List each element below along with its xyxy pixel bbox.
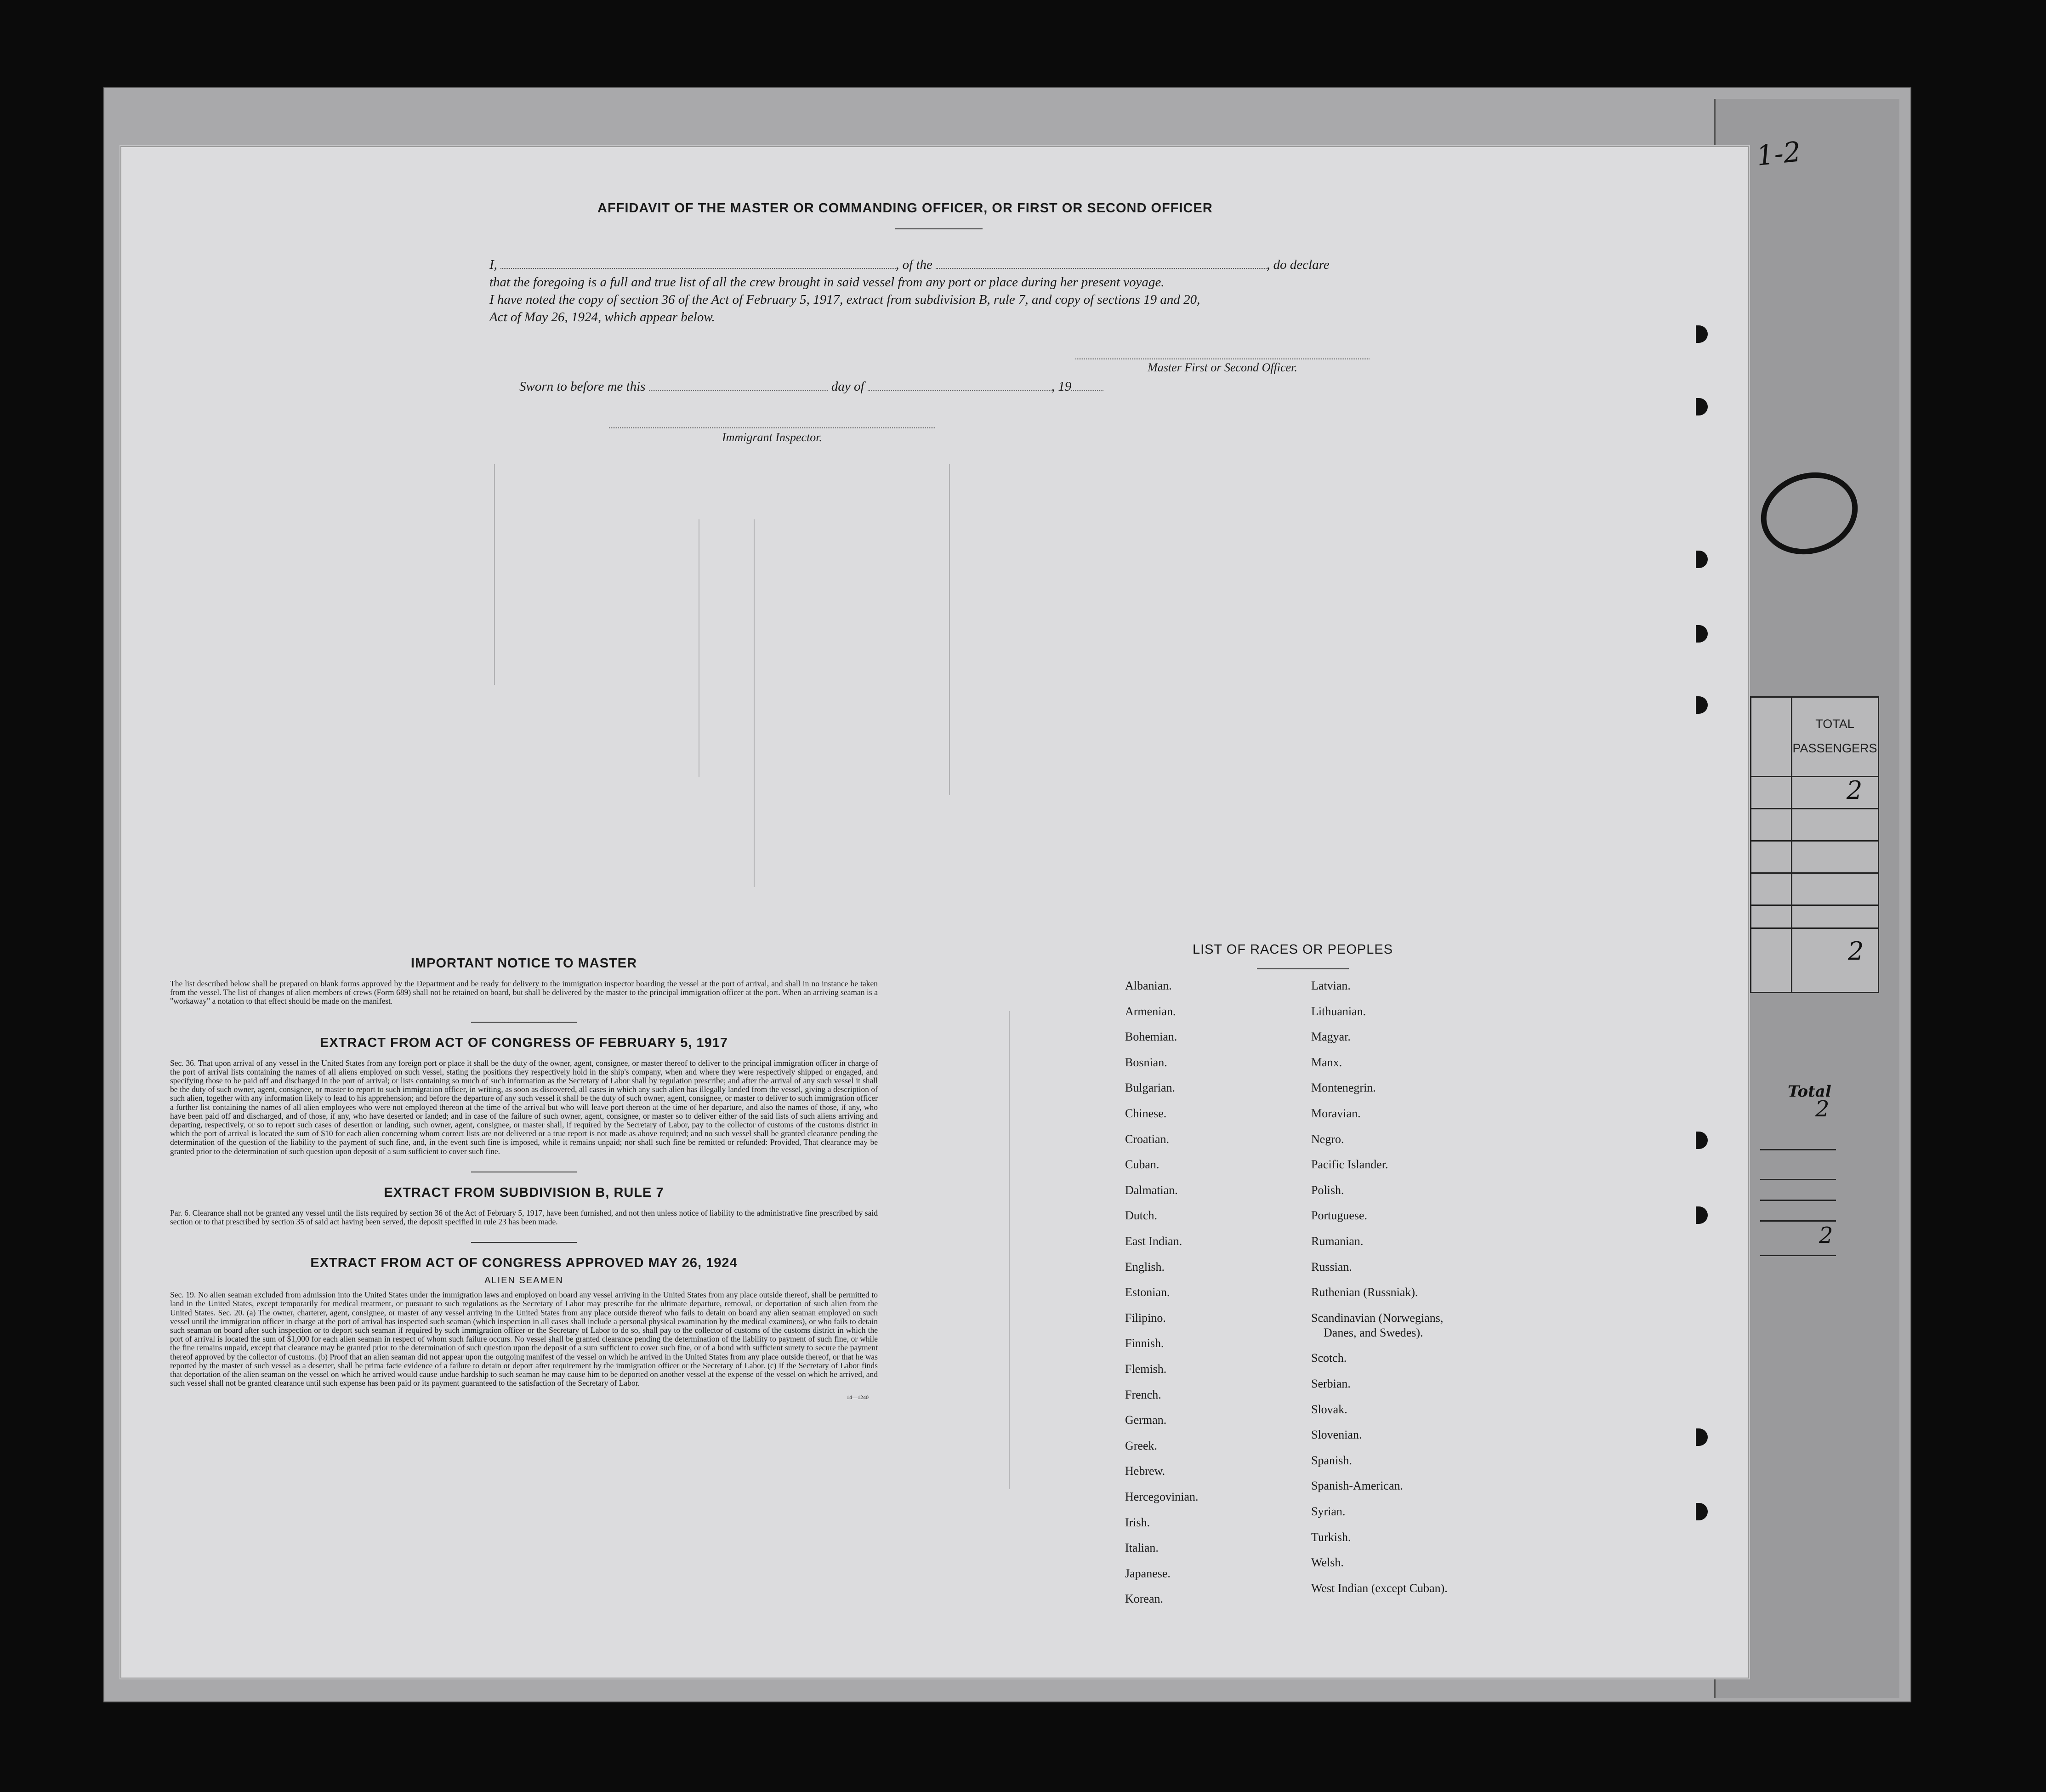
total-passengers-tally bbox=[1750, 696, 1879, 993]
total-line bbox=[1760, 1220, 1836, 1222]
sworn-statement bbox=[519, 379, 1103, 394]
oath-line3: Act of May 26, 1924, which appear below. bbox=[489, 310, 715, 324]
sworn-year-field[interactable] bbox=[1071, 380, 1103, 391]
extract3-title: EXTRACT FROM ACT OF CONGRESS APPROVED MAY 26, 1924 bbox=[310, 1256, 738, 1271]
bleed-through-line bbox=[949, 464, 950, 795]
race-item: Cuban. bbox=[1125, 1158, 1159, 1172]
race-item: English. bbox=[1125, 1260, 1165, 1274]
race-item: Bohemian. bbox=[1125, 1030, 1177, 1044]
race-item: Bosnian. bbox=[1125, 1055, 1167, 1069]
tally-header bbox=[1791, 698, 1877, 777]
race-item: Greek. bbox=[1125, 1439, 1158, 1452]
race-item: French. bbox=[1125, 1388, 1161, 1401]
total-value-top: 2 bbox=[1815, 1096, 1830, 1122]
race-item: Bulgarian. bbox=[1125, 1081, 1176, 1095]
race-item: Albanian. bbox=[1125, 979, 1172, 992]
corner-handwritten-mark: 1-2 bbox=[1755, 136, 1803, 172]
total-annotation bbox=[1760, 1082, 1852, 1248]
race-item: Chinese. bbox=[1125, 1107, 1167, 1120]
bleed-through-line bbox=[1009, 1011, 1010, 1489]
oath-line2: I have noted the copy of section 36 of the Act of February 5, 1917, extract from subdivision B, rule 7, and copy of sections 19 and 20, bbox=[489, 292, 1200, 307]
race-item: Montenegrin. bbox=[1311, 1081, 1376, 1095]
race-item: Slovenian. bbox=[1311, 1428, 1362, 1442]
race-item: Dalmatian. bbox=[1125, 1183, 1178, 1197]
race-item: Spanish-American. bbox=[1311, 1479, 1404, 1493]
extract1-body: Sec. 36. That upon arrival of any vessel in the United States from any foreign port or place it shall be the duty of the owner, agent, consignee, or master thereof to deliver to the principal immigration officer in charge of the port of arrival lists containing the names of all aliens employed on such vessel, stating the positions they respectively hold in the ship's company, when and where they were respectively shipped or engaged, and specifying those to be paid off and discharged in the port of arrival; or lists containing so much of such information as the Secretary of Labor shall by regulation prescribe; and after the arrival of any such vessel it shall be the duty of such owner, agent, consignee, or master to report to such immigration officer, in writing, as soon as discovered, all cases in which any such alien has illegally landed from the vessel, giving a description of such alien, together with any information likely to lead to his apprehension; and before the departure of any such vessel it shall be the duty of such owner, agent, consignee, or master to deliver to such immigration officer a further list containing the names of all alien employees who were not employed thereon at the time of the arrival but who will leave port thereon at the time of her departure, and also the names of those, if any, who have been paid off and discharged, and of those, if any, who have deserted or landed; and in case of the failure of such owner, agent, consignee, or master so to deliver either of the said lists of such aliens arriving and departing, respectively, or so to report such cases of desertion or landing, such owner, agent, consignee, or master shall, if required by the Secretary of Labor, pay to the collector of customs of the customs district in which the port of arrival is located the sum of $10 for each alien concerning whom correct lists are not delivered or a true report is not made as above required; and no such vessel shall be granted clearance pending the determination of the question of the liability to the payment of such fine, and, in the event such fine is imposed, while it remains unpaid; nor shall such fine be remitted or refunded: Provided, That clearance may be granted prior to the determination of such question upon deposit of a sum sufficient to cover such fine. bbox=[170, 1058, 878, 1156]
race-item: Serbian. bbox=[1311, 1377, 1351, 1390]
race-item: Magyar. bbox=[1311, 1030, 1351, 1044]
race-item: Spanish. bbox=[1311, 1453, 1352, 1467]
form-number: 14—1240 bbox=[847, 1394, 869, 1401]
sworn-month-field[interactable] bbox=[868, 380, 1051, 391]
total-value-bottom: 2 bbox=[1819, 1223, 1833, 1248]
tally-row-line bbox=[1751, 872, 1878, 874]
bleed-through-line bbox=[754, 519, 755, 887]
race-item: Estonian. bbox=[1125, 1286, 1170, 1299]
race-item: Negro. bbox=[1311, 1132, 1344, 1146]
race-item: Irish. bbox=[1125, 1515, 1150, 1529]
tally-header-line2: PASSENGERS bbox=[1792, 741, 1877, 755]
race-item: Flemish. bbox=[1125, 1362, 1167, 1376]
race-item: Manx. bbox=[1311, 1055, 1342, 1069]
race-item: Rumanian. bbox=[1311, 1234, 1364, 1248]
race-item: Polish. bbox=[1311, 1183, 1344, 1197]
tally-row-line bbox=[1751, 905, 1878, 906]
extract1-title: EXTRACT FROM ACT OF CONGRESS OF FEBRUARY 5, 1917 bbox=[319, 1035, 728, 1050]
race-item: Filipino. bbox=[1125, 1311, 1166, 1325]
race-item: Scotch. bbox=[1311, 1351, 1347, 1365]
sworn-year-prefix: , 19 bbox=[1051, 379, 1072, 394]
legal-extracts-column bbox=[170, 956, 878, 1401]
race-item: Finnish. bbox=[1125, 1337, 1164, 1350]
race-item: Slovak. bbox=[1311, 1402, 1347, 1416]
race-item: Danes, and Swedes). bbox=[1324, 1326, 1423, 1339]
tally-row-line bbox=[1751, 840, 1878, 842]
race-item: Hercegovinian. bbox=[1125, 1490, 1199, 1503]
race-item: Armenian. bbox=[1125, 1004, 1176, 1018]
race-item: Hebrew. bbox=[1125, 1464, 1165, 1478]
total-line bbox=[1760, 1200, 1836, 1201]
race-item: Turkish. bbox=[1311, 1530, 1351, 1544]
master-signature-label: Master First or Second Officer. bbox=[1148, 361, 1297, 374]
race-item: Croatian. bbox=[1125, 1132, 1170, 1146]
section-rule bbox=[471, 1242, 577, 1243]
notice-title: IMPORTANT NOTICE TO MASTER bbox=[410, 956, 637, 971]
race-item: Scandinavian (Norwegians, bbox=[1311, 1311, 1444, 1325]
inspector-signature-label: Immigrant Inspector. bbox=[722, 431, 823, 444]
extract2-body: Par. 6. Clearance shall not be granted any vessel until the lists required by section 36 of the Act of February 5, 1917, have been furnished, and not then unless notice of liability to the administrative fine prescribed by said section or to that prescribed by section 35 of said act having been served, the deposit specified in rule 23 has been made. bbox=[170, 1208, 878, 1227]
race-item: West Indian (except Cuban). bbox=[1311, 1581, 1448, 1595]
oath-of-the: , of the bbox=[896, 257, 932, 272]
race-item: Italian. bbox=[1125, 1541, 1159, 1555]
tally-row-line bbox=[1751, 808, 1878, 809]
races-title: LIST OF RACES OR PEOPLES bbox=[1193, 942, 1393, 957]
race-item: Lithuanian. bbox=[1311, 1004, 1366, 1018]
race-item: Latvian. bbox=[1311, 979, 1351, 992]
inspector-signature-line[interactable] bbox=[609, 427, 935, 428]
sworn-prefix: Sworn to before me this bbox=[519, 379, 646, 394]
race-item: Welsh. bbox=[1311, 1556, 1344, 1570]
sworn-day-of: day of bbox=[831, 379, 864, 394]
tally-row-line bbox=[1751, 927, 1878, 929]
section-rule bbox=[471, 1022, 577, 1023]
oath-text bbox=[489, 256, 1409, 326]
tally-value-bottom: 2 bbox=[1848, 937, 1864, 966]
title-rule bbox=[895, 228, 983, 229]
oath-line1: that the foregoing is a full and true list of all the crew brought in said vessel from any port or place during her present voyage. bbox=[489, 275, 1165, 290]
oath-first-line bbox=[489, 256, 1409, 273]
notice-body: The list described below shall be prepared on blank forms approved by the Department and be ready for delivery to the immigration inspector boarding the vessel at the port of arrival, and shall in no instance be taken from the vessel. The list of changes of alien members of crews (Form 689) shall not be retained on board, but shall be delivered by the master to the principal immigration officer at the port. When an arriving seaman is a "workaway" a notation to that effect should be made on the manifest. bbox=[170, 979, 878, 1006]
race-item: Dutch. bbox=[1125, 1209, 1158, 1223]
race-item: Moravian. bbox=[1311, 1107, 1361, 1120]
extract3-body: Sec. 19. No alien seaman excluded from admission into the United States under the immigration laws and employed on board any vessel arriving in the United States from any place outside thereof, shall be permitted to land in the United States, except temporarily for medical treatment, or pursuant to such regulations as the Secretary of Labor may prescribe for the ultimate departure, removal, or deportation of such alien from the United States. Sec. 20. (a) The owner, charterer, agent, consignee, or master of any vessel arriving in the United States from any place outside thereof who fails to detain on board any alien seaman employed on such vessel until the immigration officer in charge at the port of arrival has inspected such seaman (which inspection in all cases shall include a personal physical examination by the medical examiners), or who fails to detain such seaman on board after such inspection or to deport such seaman if required by such immigration officer or the Secretary of Labor to do so, shall pay to the collector of customs of the customs district in which the port of arrival is located the sum of $1,000 for each alien seaman in respect of whom such failure occurs. No vessel shall be granted clearance pending the determination of the liability to payment of such fine, or while the fine remains unpaid, except that clearance may be granted prior to the determination of such question upon the deposit of a sum sufficient to cover such fine, or of a bond with sufficient surety to secure the payment thereof approved by the collector of customs. (b) Proof that an alien seaman did not appear upon the outgoing manifest of the vessel on which he arrived in the United States from any place outside thereof, or that he was reported by the master of such vessel as a deserter, shall be prima facie evidence of a failure to detain or deport after requirement by the immigration officer or the Secretary of Labor. (c) If the Secretary of Labor finds that deportation of the alien seaman on the vessel on which he arrived would cause undue hardship to such seaman he may cause him to be deported on another vessel at the expense of the vessel on which he arrived, and such vessel shall not be granted clearance until such expense has been paid or its payment guaranteed to the satisfaction of the Secretary of Labor. bbox=[170, 1290, 878, 1388]
total-line bbox=[1760, 1149, 1836, 1150]
total-line bbox=[1760, 1255, 1836, 1256]
race-item: German. bbox=[1125, 1413, 1167, 1427]
races-rule bbox=[1257, 968, 1349, 969]
race-item: Ruthenian (Russniak). bbox=[1311, 1286, 1418, 1299]
vessel-name-field[interactable] bbox=[936, 258, 1267, 269]
oath-i-label: I, bbox=[489, 257, 497, 272]
bleed-through-line bbox=[494, 464, 495, 685]
total-line bbox=[1760, 1179, 1836, 1180]
tally-value-top: 2 bbox=[1847, 776, 1863, 805]
tally-header-line1: TOTAL bbox=[1815, 717, 1854, 731]
race-item: Portuguese. bbox=[1311, 1209, 1368, 1223]
race-item: Korean. bbox=[1125, 1592, 1164, 1606]
sworn-day-field[interactable] bbox=[649, 380, 828, 391]
total-label: Total bbox=[1788, 1082, 1831, 1101]
race-item: Pacific Islander. bbox=[1311, 1158, 1388, 1172]
master-signature-line[interactable] bbox=[1075, 358, 1370, 359]
race-item: Japanese. bbox=[1125, 1566, 1171, 1580]
affidavit-title: AFFIDAVIT OF THE MASTER OR COMMANDING OFFICER, OR FIRST OR SECOND OFFICER bbox=[597, 201, 1213, 216]
affidavit-page bbox=[120, 146, 1749, 1678]
race-item: Syrian. bbox=[1311, 1505, 1346, 1518]
extract3-subtitle: ALIEN SEAMEN bbox=[484, 1275, 563, 1286]
master-name-field[interactable] bbox=[500, 258, 896, 269]
race-item: Russian. bbox=[1311, 1260, 1352, 1274]
oath-do-declare: , do declare bbox=[1267, 257, 1330, 272]
race-item: East Indian. bbox=[1125, 1234, 1182, 1248]
extract2-title: EXTRACT FROM SUBDIVISION B, RULE 7 bbox=[384, 1185, 664, 1200]
